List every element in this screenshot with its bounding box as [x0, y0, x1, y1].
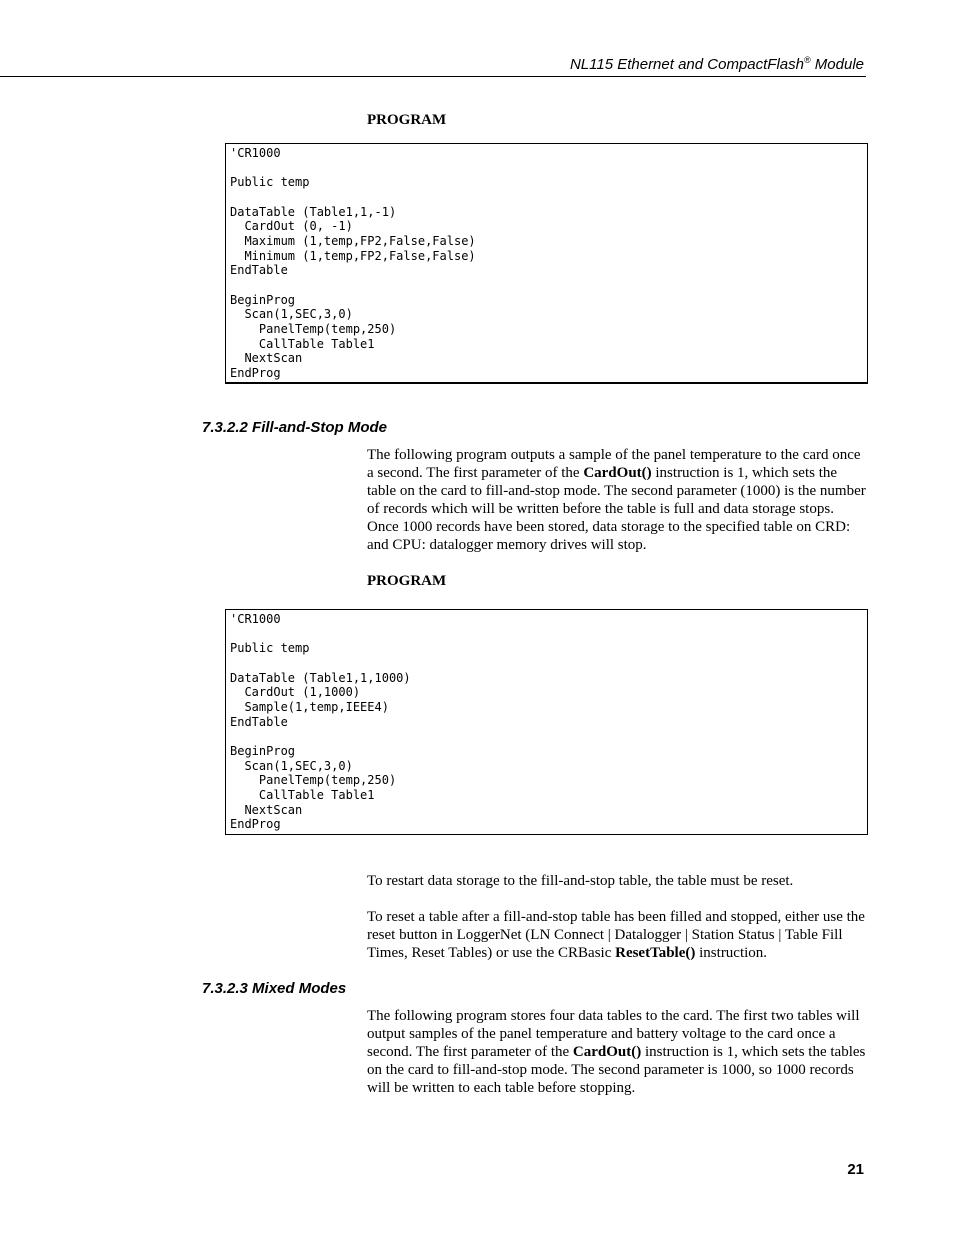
page-number: 21 [847, 1161, 864, 1178]
para-text: instruction is 1, which sets the table on the card to fill-and-stop mode. The second parameter (1000) is the number of records which will be written before the table is full and data storage stops. Once 1000 records have been stored, data storage to the specified table on CRD: and CPU: datalogger memory drives will stop. [367, 465, 866, 553]
section-heading-7323: 7.3.2.3 Mixed Modes [202, 980, 347, 997]
header-title-suffix: Module [810, 56, 864, 73]
running-header [570, 55, 864, 73]
para-text: instruction. [695, 945, 768, 961]
cardout-keyword: CardOut() [572, 1044, 642, 1060]
mixed-modes-paragraph [367, 1007, 867, 1097]
para-text: To reset a table after a fill-and-stop table has been filled and stopped, either use the reset button in LoggerNet (LN Connect | Datalogger | Station Status | Table Fill Times, Reset Tables) or use the CRBasic [367, 909, 865, 961]
code-block-2: 'CR1000 Public temp DataTable (Table1,1,1000) CardOut (1,1000) Sample(1,temp,IEEE4) EndTable BeginProg Scan(1,SEC,3,0) PanelTemp(temp,250) CallTable Table1 NextScan EndProg [225, 609, 868, 835]
fill-and-stop-paragraph [367, 446, 867, 554]
header-title-text: NL115 Ethernet and CompactFlash [569, 56, 804, 73]
section-heading-7322: 7.3.2.2 Fill-and-Stop Mode [202, 419, 388, 436]
para-text: instruction is 1, which sets the tables on the card to fill-and-stop mode. The second parameter is 1000, so 1000 records will be written to each table before stopping. [367, 1044, 866, 1096]
program-label-1: PROGRAM [367, 112, 447, 128]
cardout-keyword: CardOut() [583, 465, 652, 481]
code-block-1: 'CR1000 Public temp DataTable (Table1,1,-1) CardOut (0, -1) Maximum (1,temp,FP2,False,False) Minimum (1,temp,FP2,False,False) EndTable BeginProg Scan(1,SEC,3,0) PanelTemp(temp,250) CallTable Table1 NextScan EndProg [225, 143, 868, 384]
restart-paragraph: To restart data storage to the fill-and-stop table, the table must be reset. [367, 873, 794, 889]
program-label-2: PROGRAM [367, 573, 447, 589]
para-text: The following program stores four data tables to the card. The first two tables will output samples of the panel temperature and battery voltage to the card once a second. The first parameter of the [367, 1008, 860, 1060]
resettable-keyword: ResetTable() [615, 945, 696, 961]
header-rule [0, 76, 866, 77]
reset-paragraph [367, 908, 867, 962]
registered-mark: ® [803, 55, 811, 65]
para-text: The following program outputs a sample of the panel temperature to the card once a second. The first parameter of the [367, 447, 861, 481]
